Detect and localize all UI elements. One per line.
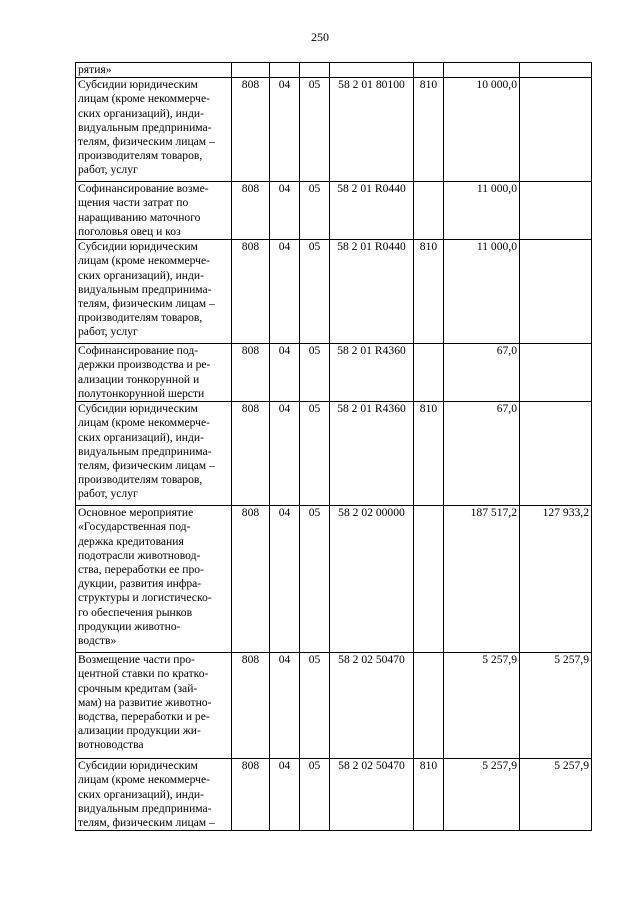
subsection-code-cell: 05: [300, 653, 330, 759]
row-name-cell: Софинансирование под- держки производства и ре- ализации тонкорунной и полутонкорунной шерсти: [76, 344, 232, 402]
table-row: [76, 759, 592, 831]
subsection-code-cell: 05: [300, 240, 330, 344]
row-name-cell: Возмещение части про- центной ставки по кратко- срочным кредитам (зай- мам) на развитие животно- водства, переработки и ре- ализации продукции жи- вотноводства: [76, 653, 232, 759]
section-code-cell: 04: [270, 653, 300, 759]
table-row: [76, 402, 592, 506]
section-code-cell: 04: [270, 78, 300, 182]
target-article-cell: 58 2 01 R4360: [330, 344, 414, 402]
row-name-cell: Софинансирование возме- щения части затрат по наращиванию маточного поголовья овец и коз: [76, 182, 232, 240]
table-row: [76, 182, 592, 240]
grbs-code-cell: 808: [232, 402, 270, 506]
section-code-cell: 04: [270, 240, 300, 344]
grbs-code-cell: 808: [232, 240, 270, 344]
table-row: [76, 506, 592, 653]
target-article-cell: 58 2 01 R0440: [330, 182, 414, 240]
subsection-code-cell: 05: [300, 182, 330, 240]
amount-cell: 187 517,2: [444, 506, 520, 653]
grbs-code-cell: 808: [232, 78, 270, 182]
grbs-code-cell: 808: [232, 344, 270, 402]
expense-type-cell: 810: [414, 759, 444, 831]
amount-cell: 10 000,0: [444, 78, 520, 182]
table-row: [76, 653, 592, 759]
table-row: [76, 344, 592, 402]
table-body: [76, 63, 592, 831]
amount-cell: 5 257,9: [444, 653, 520, 759]
row-name-cell: Субсидии юридическим лицам (кроме некоммерче- ских организаций), инди- видуальным предпринима- телям, физическим лицам – производителям товаров, работ, услуг: [76, 402, 232, 506]
expense-type-cell: [414, 506, 444, 653]
grbs-code-cell: 808: [232, 759, 270, 831]
grbs-code-cell: 808: [232, 506, 270, 653]
page-number: 250: [311, 30, 329, 44]
amount-next-year-cell: 5 257,9: [520, 653, 592, 759]
subsection-code-cell: [300, 63, 330, 78]
amount-next-year-cell: [520, 78, 592, 182]
target-article-cell: 58 2 02 50470: [330, 653, 414, 759]
target-article-cell: 58 2 02 50470: [330, 759, 414, 831]
section-code-cell: 04: [270, 506, 300, 653]
expense-type-cell: [414, 63, 444, 78]
row-name-cell: Субсидии юридическим лицам (кроме некоммерче- ских организаций), инди- видуальным предпринима- телям, физическим лицам –: [76, 759, 232, 831]
target-article-cell: 58 2 02 00000: [330, 506, 414, 653]
amount-next-year-cell: [520, 182, 592, 240]
table-row: [76, 63, 592, 78]
subsection-code-cell: 05: [300, 78, 330, 182]
row-name-cell: рятия»: [76, 63, 232, 78]
amount-next-year-cell: 127 933,2: [520, 506, 592, 653]
section-code-cell: 04: [270, 344, 300, 402]
target-article-cell: [330, 63, 414, 78]
section-code-cell: [270, 63, 300, 78]
expense-type-cell: 810: [414, 78, 444, 182]
amount-next-year-cell: [520, 344, 592, 402]
amount-cell: 67,0: [444, 344, 520, 402]
section-code-cell: 04: [270, 402, 300, 506]
expense-type-cell: [414, 344, 444, 402]
amount-cell: [444, 63, 520, 78]
amount-next-year-cell: [520, 240, 592, 344]
row-name-cell: Субсидии юридическим лицам (кроме некоммерче- ских организаций), инди- видуальным предпринима- телям, физическим лицам – производителям товаров, работ, услуг: [76, 240, 232, 344]
amount-cell: 67,0: [444, 402, 520, 506]
subsection-code-cell: 05: [300, 402, 330, 506]
amount-cell: 11 000,0: [444, 182, 520, 240]
subsection-code-cell: 05: [300, 506, 330, 653]
expense-type-cell: 810: [414, 402, 444, 506]
grbs-code-cell: [232, 63, 270, 78]
subsection-code-cell: 05: [300, 759, 330, 831]
row-name-cell: Субсидии юридическим лицам (кроме некоммерче- ских организаций), инди- видуальным предпринима- телям, физическим лицам – производителям товаров, работ, услуг: [76, 78, 232, 182]
budget-table: [75, 62, 592, 831]
target-article-cell: 58 2 01 R4360: [330, 402, 414, 506]
grbs-code-cell: 808: [232, 182, 270, 240]
amount-next-year-cell: [520, 402, 592, 506]
target-article-cell: 58 2 01 80100: [330, 78, 414, 182]
amount-cell: 11 000,0: [444, 240, 520, 344]
row-name-cell: Основное мероприятие «Государственная под- держка кредитования подотрасли животновод- ства, переработки ее про- дукции, развития инфра- структуры и логистическо- го обеспечения рынков продукции животно- водств»: [76, 506, 232, 653]
amount-next-year-cell: [520, 63, 592, 78]
table-row: [76, 240, 592, 344]
section-code-cell: 04: [270, 759, 300, 831]
amount-cell: 5 257,9: [444, 759, 520, 831]
expense-type-cell: 810: [414, 240, 444, 344]
amount-next-year-cell: 5 257,9: [520, 759, 592, 831]
expense-type-cell: [414, 653, 444, 759]
section-code-cell: 04: [270, 182, 300, 240]
expense-type-cell: [414, 182, 444, 240]
subsection-code-cell: 05: [300, 344, 330, 402]
target-article-cell: 58 2 01 R0440: [330, 240, 414, 344]
grbs-code-cell: 808: [232, 653, 270, 759]
table-row: [76, 78, 592, 182]
